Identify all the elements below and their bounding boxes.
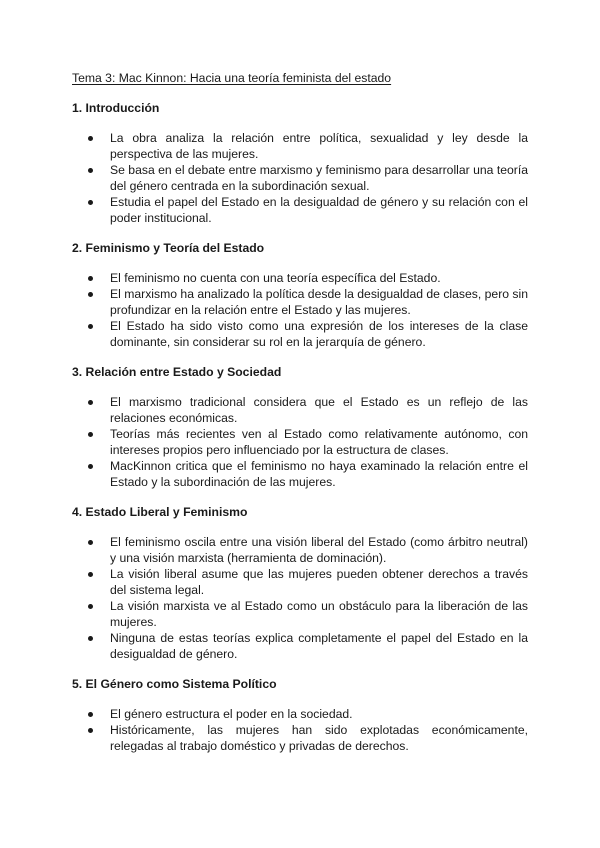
- list-item: [72, 270, 528, 286]
- list-item-text: Se basa en el debate entre marxismo y feminismo para desarrollar una teoría del género centrada en la subordinación sexual.: [110, 163, 528, 193]
- list-item: [72, 162, 528, 194]
- bullet-icon: [88, 200, 93, 205]
- list-item: [72, 630, 528, 662]
- list-item: [72, 426, 528, 458]
- bullet-icon: [88, 572, 93, 577]
- list-item-text: El género estructura el poder en la sociedad.: [110, 707, 353, 721]
- bullet-icon: [88, 728, 93, 733]
- bullet-icon: [88, 400, 93, 405]
- bullet-list: [72, 706, 528, 754]
- list-item: [72, 598, 528, 630]
- list-item-text: El feminismo oscila entre una visión liberal del Estado (como árbitro neutral) y una visión marxista (herramienta de dominación).: [110, 535, 528, 565]
- bullet-icon: [88, 136, 93, 141]
- list-item-text: El Estado ha sido visto como una expresión de los intereses de la clase dominante, sin considerar su rol en la jerarquía de género.: [110, 319, 528, 349]
- bullet-icon: [88, 712, 93, 717]
- section-heading: 4. Estado Liberal y Feminismo: [72, 505, 248, 519]
- bullet-icon: [88, 540, 93, 545]
- list-item-text: La obra analiza la relación entre política, sexualidad y ley desde la perspectiva de las mujeres.: [110, 131, 528, 161]
- list-item: [72, 394, 528, 426]
- section-introduccion: [72, 100, 528, 226]
- document-title: Tema 3: Mac Kinnon: Hacia una teoría feminista del estado: [72, 71, 392, 85]
- list-item-text: La visión liberal asume que las mujeres pueden obtener derechos a través del sistema legal.: [110, 567, 528, 597]
- section-heading: 3. Relación entre Estado y Sociedad: [72, 365, 282, 379]
- bullet-list: [72, 534, 528, 662]
- list-item-text: La visión marxista ve al Estado como un obstáculo para la liberación de las mujeres.: [110, 599, 528, 629]
- list-item-text: MacKinnon critica que el feminismo no haya examinado la relación entre el Estado y la subordinación de las mujeres.: [110, 459, 528, 489]
- document-page: [72, 70, 528, 768]
- section-genero-sistema-politico: [72, 676, 528, 754]
- list-item: [72, 566, 528, 598]
- bullet-list: [72, 130, 528, 226]
- bullet-icon: [88, 276, 93, 281]
- list-item-text: Ninguna de estas teorías explica completamente el papel del Estado en la desigualdad de género.: [110, 631, 528, 661]
- bullet-icon: [88, 292, 93, 297]
- list-item-text: Históricamente, las mujeres han sido explotadas económicamente, relegadas al trabajo doméstico y privadas de derechos.: [110, 723, 528, 753]
- list-item: [72, 286, 528, 318]
- list-item: [72, 458, 528, 490]
- section-estado-liberal: [72, 504, 528, 662]
- list-item-text: Teorías más recientes ven al Estado como relativamente autónomo, con intereses propios pero influenciado por la estructura de clases.: [110, 427, 528, 457]
- list-item: [72, 706, 528, 722]
- bullet-list: [72, 270, 528, 350]
- list-item: [72, 194, 528, 226]
- list-item: [72, 534, 528, 566]
- bullet-icon: [88, 464, 93, 469]
- bullet-icon: [88, 604, 93, 609]
- section-heading: 5. El Género como Sistema Político: [72, 677, 277, 691]
- list-item-text: Estudia el papel del Estado en la desigualdad de género y su relación con el poder institucional.: [110, 195, 528, 225]
- list-item: [72, 318, 528, 350]
- bullet-icon: [88, 432, 93, 437]
- bullet-icon: [88, 636, 93, 641]
- section-heading: 1. Introducción: [72, 101, 160, 115]
- list-item: [72, 722, 528, 754]
- list-item-text: El feminismo no cuenta con una teoría específica del Estado.: [110, 271, 441, 285]
- list-item-text: El marxismo ha analizado la política desde la desigualdad de clases, pero sin profundizar en la relación entre el Estado y las mujeres.: [110, 287, 529, 317]
- bullet-icon: [88, 168, 93, 173]
- list-item-text: El marxismo tradicional considera que el Estado es un reflejo de las relaciones económicas.: [110, 395, 528, 425]
- bullet-list: [72, 394, 528, 490]
- list-item: [72, 130, 528, 162]
- bullet-icon: [88, 324, 93, 329]
- section-heading: 2. Feminismo y Teoría del Estado: [72, 241, 265, 255]
- section-feminismo-teoria-estado: [72, 240, 528, 350]
- section-estado-sociedad: [72, 364, 528, 490]
